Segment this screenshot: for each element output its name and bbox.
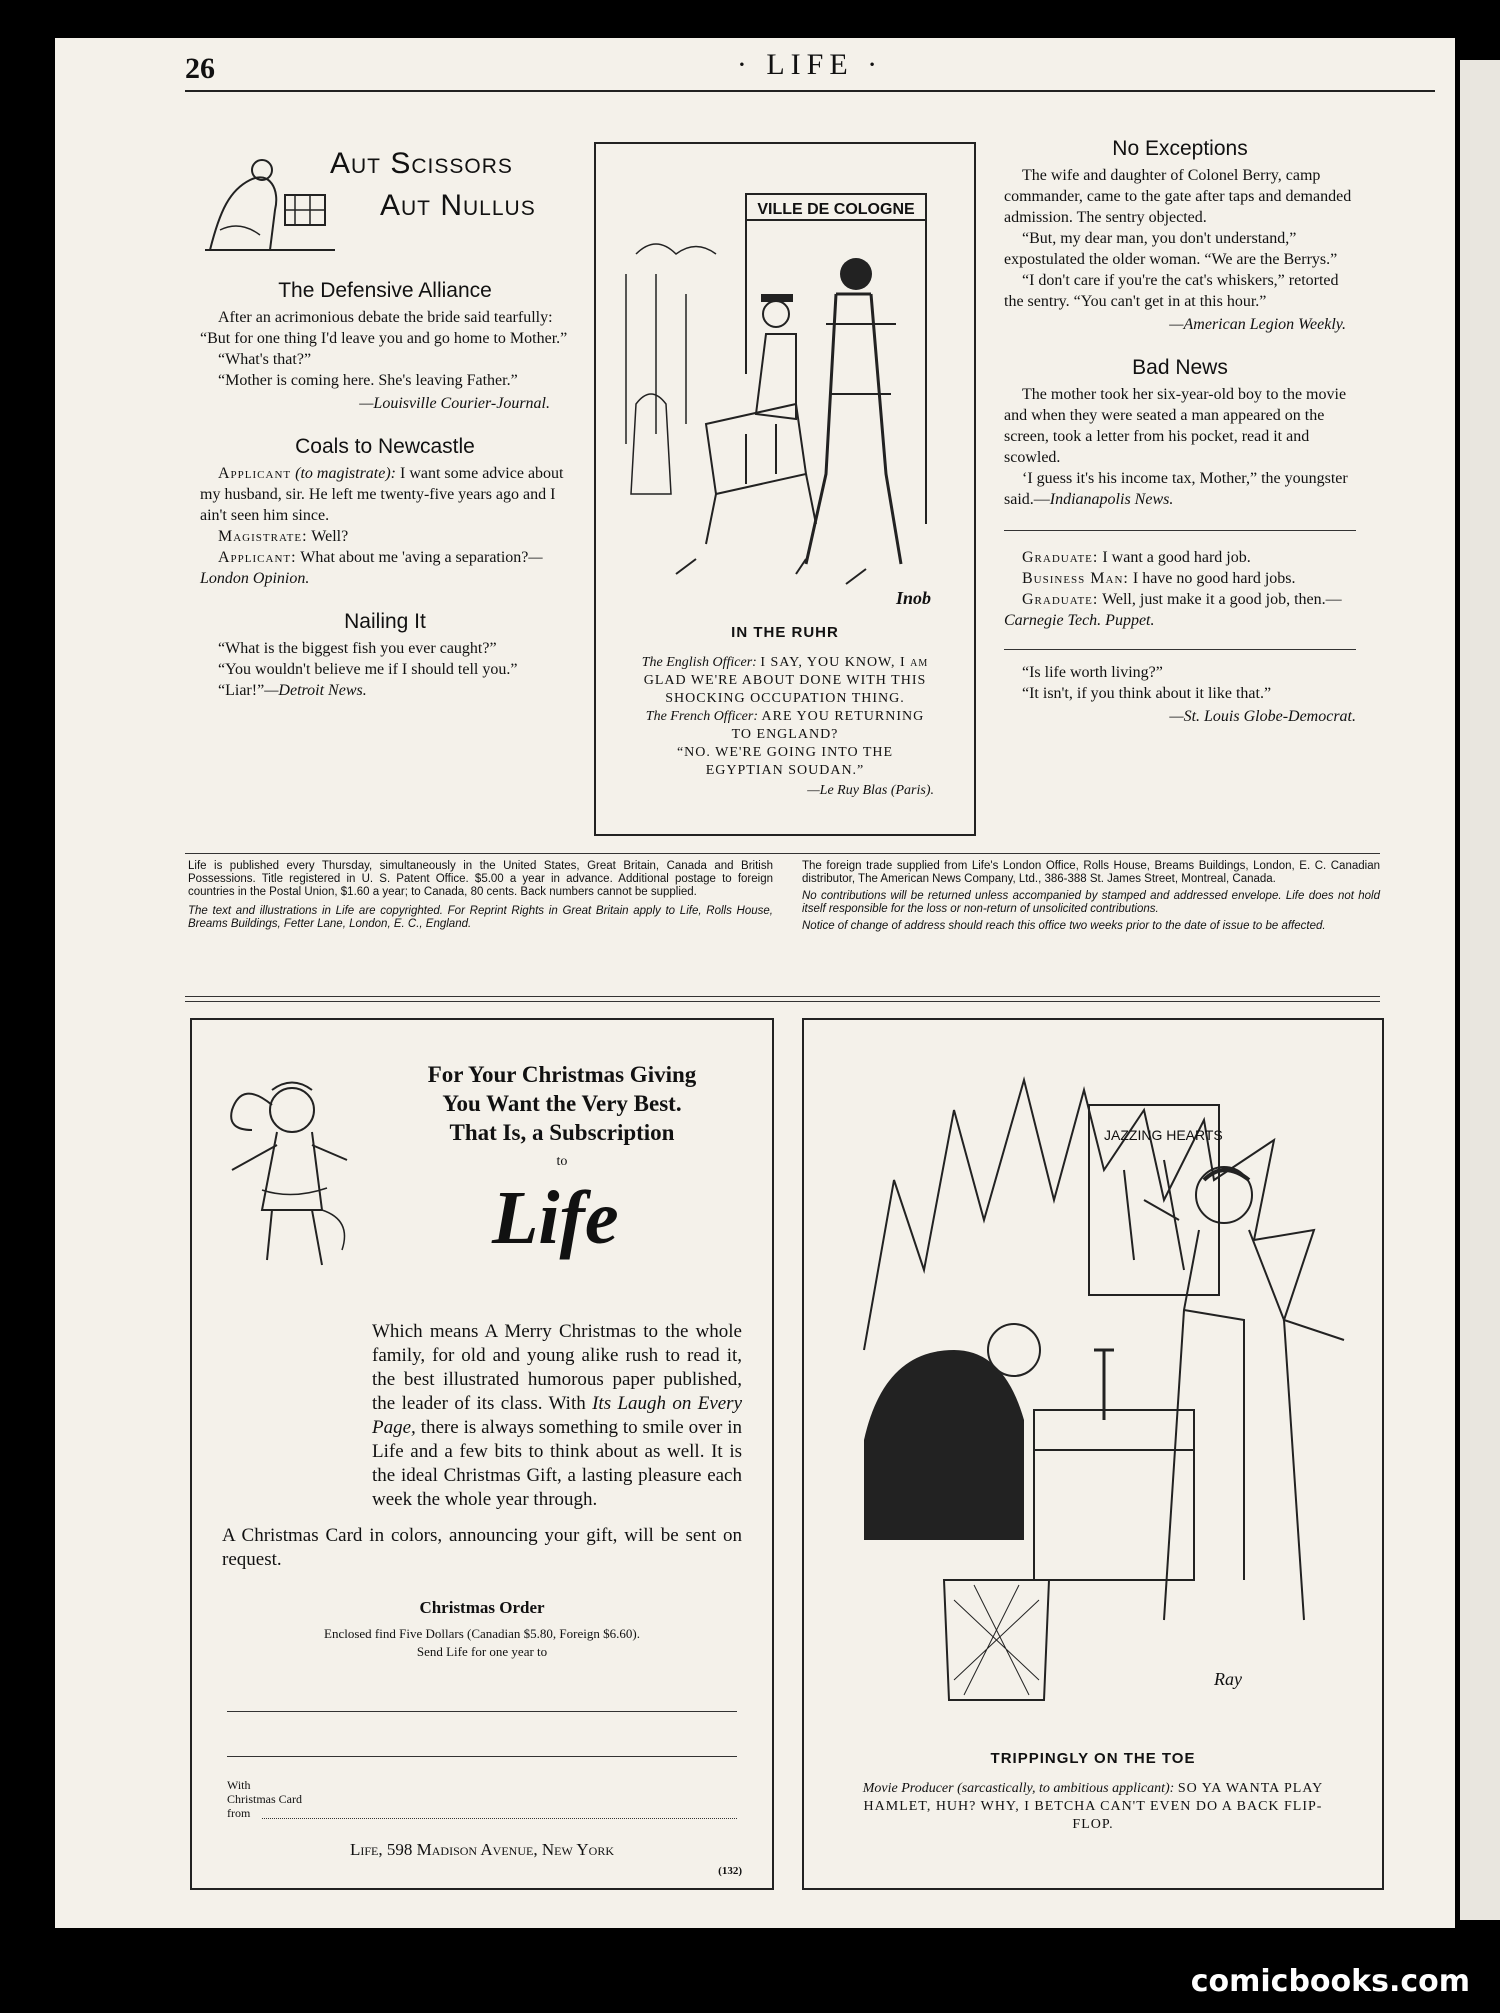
- ad-heading-2: You Want the Very Best.: [442, 1091, 682, 1116]
- graduate-line2: Graduate: Well, just make it a good job, then.—Carnegie Tech. Puppet.: [1004, 591, 1342, 629]
- magazine-title: · LIFE ·: [736, 48, 884, 81]
- cherub-icon: [212, 1060, 362, 1290]
- badnews-title: Bad News: [1132, 356, 1228, 379]
- ruhr-line3: “NO. WE'RE GOING INTO THE EGYPTIAN SOUDAN.”: [676, 745, 894, 778]
- masthead-right-2: No contributions will be returned unless accompanied by stamped and addressed envelope. Life does not hold itself responsible for the loss or non-return of unsolicited contributions.: [802, 890, 1380, 915]
- order-blank-line-1[interactable]: [227, 1710, 737, 1712]
- ad-code: (132): [718, 1865, 742, 1877]
- business-line: Business Man: I have no good hard jobs.: [1022, 570, 1296, 587]
- badnews-p2: ‘I guess it's his income tax, Mother,” the youngster said.—Indianapolis News.: [1004, 470, 1348, 508]
- trippingly-cartoon-frame: [802, 1018, 1384, 1890]
- ad-order-line1: Enclosed find Five Dollars (Canadian $5.80, Foreign $6.60).: [324, 1626, 640, 1641]
- column-logo: [200, 145, 570, 270]
- masthead-right: [802, 860, 1380, 933]
- ad-heading-1: For Your Christmas Giving: [427, 1062, 697, 1087]
- masthead-left-1: Life is published every Thursday, simultaneously in the United States, Great Britain, Canada and British Possessions. Title registered in U. S. Patent Office. $5.00 a year in advance. Additional postage to foreign countries in the Postal Union, $1.60 a year; to Canada, 80 cents. Back numbers cannot be supplied.: [188, 860, 773, 898]
- ruhr-caption: [636, 654, 934, 800]
- badnews-p1: The mother took her six-year-old boy to the movie and when they were seated a man appeared on the screen, took a letter from his pocket, read it and scowled.: [1004, 386, 1347, 466]
- right-divider-2: [1004, 649, 1356, 650]
- ad-body-1: Which means A Merry Christmas to the whole family, for old and young alike rush to read it, the best illustrated humorous paper published, the leader of its class. With Its Laugh on Every Page, there is always something to smile over in Life and a few bits to think about as well. It is the ideal Christmas Gift, a lasting pleasure each week the whole year through.: [372, 1321, 743, 1510]
- coals-magistrate: Magistrate: Well?: [218, 528, 349, 545]
- trippingly-caption: Movie Producer (sarcastically, to ambitious applicant): SO YA WANTA PLAY HAMLET, HUH? WHY, I BETCHA CAN'T EVEN DO A BACK FLIP-FLOP.: [862, 1781, 1324, 1832]
- ruhr-cartoon-frame: [594, 142, 976, 836]
- masthead-left: [188, 860, 773, 931]
- ad-headline: [392, 1060, 732, 1176]
- cartoon2-signature: Ray: [1214, 1669, 1242, 1689]
- ruhr-line1: The English Officer: I SAY, YOU KNOW, I am GLAD WE'RE ABOUT DONE WITH THIS SHOCKING OCCUPATION THING.: [641, 655, 929, 706]
- ad-brand: Life: [492, 1176, 619, 1260]
- coals-applicant2: Applicant: What about me 'aving a separation?—London Opinion.: [200, 549, 543, 587]
- facing-page-edge: [1460, 60, 1500, 1920]
- masthead-left-2: The text and illustrations in Life are copyrighted. For Reprint Rights in Great Britain apply to Life, Rolls House, Breams Buildings, Fetter Lane, London, E. C., England.: [188, 905, 773, 930]
- ruhr-line2: The French Officer: ARE YOU RETURNING TO ENGLAND?: [645, 709, 925, 742]
- ad-order-line2: Send Life for one year to: [416, 1644, 548, 1659]
- reading-figure-icon: [200, 150, 340, 260]
- right-divider: [1004, 530, 1356, 531]
- page-number: 26: [185, 52, 215, 85]
- life-worth-p2: “It isn't, if you think about it like that.”: [1022, 685, 1272, 702]
- masthead-bottom-rule: [185, 996, 1380, 997]
- ad-address: Life, 598 Madison Avenue, New York: [350, 1840, 614, 1859]
- masthead-right-3: Notice of change of address should reach this office two weeks prior to the date of issue to be affected.: [802, 920, 1326, 932]
- cartoon-sign: VILLE DE COLOGNE: [757, 201, 915, 218]
- ad-body-2: A Christmas Card in colors, announcing your gift, will be sent on request.: [222, 1525, 742, 1570]
- nailing-p1: “What is the biggest fish you ever caught?”: [218, 640, 497, 657]
- logo-line1: Aut Scissors: [330, 147, 513, 180]
- ruhr-cartoon-illustration: [596, 144, 974, 614]
- page-header: [185, 40, 1435, 92]
- card-label: With Christmas Card from: [227, 1778, 302, 1820]
- trippingly-cartoon-illustration: [804, 1020, 1382, 1740]
- ad-body: [222, 1320, 742, 1572]
- ad-to: to: [556, 1154, 568, 1169]
- masthead-right-1: The foreign trade supplied from Life's London Office, Rolls House, Breams Buildings, London, E. C. Canadian distributor, The American News Company, Ltd., 386-388 St. James Street, Montreal, Canada.: [802, 860, 1380, 885]
- exceptions-p3: “I don't care if you're the cat's whiskers,” retorted the sentry. “You can't get in at this hour.”: [1004, 272, 1339, 310]
- card-blank-line[interactable]: [262, 1817, 737, 1819]
- left-column: [200, 145, 570, 701]
- ruhr-caption-title: IN THE RUHR: [731, 624, 839, 641]
- ruhr-attribution: —Le Ruy Blas (Paris).: [807, 783, 934, 798]
- defensive-title: The Defensive Alliance: [278, 279, 492, 302]
- exceptions-title: No Exceptions: [1112, 137, 1248, 160]
- defensive-p2: “What's that?”: [218, 351, 312, 368]
- nailing-title: Nailing It: [344, 610, 426, 633]
- exceptions-attribution: —American Legion Weekly.: [1169, 316, 1346, 333]
- nailing-p3: “Liar!”—Detroit News.: [218, 682, 367, 699]
- life-worth-attribution: —St. Louis Globe-Democrat.: [1169, 708, 1356, 725]
- masthead-bottom-rule-2: [185, 1001, 1380, 1002]
- exceptions-p2: “But, my dear man, you don't understand,” expostulated the older woman. “We are the Berrys.”: [1004, 230, 1338, 268]
- nailing-p2: “You wouldn't believe me if I should tell you.”: [218, 661, 518, 678]
- source-watermark: comicbooks.com: [1190, 1964, 1470, 1999]
- cartoon-poster: JAZZING HEARTS: [1104, 1127, 1223, 1143]
- defensive-p1: After an acrimonious debate the bride said tearfully: “But for one thing I'd leave you and go home to Mother.”: [200, 309, 568, 347]
- coals-title: Coals to Newcastle: [295, 435, 475, 458]
- defensive-p3: “Mother is coming here. She's leaving Father.”: [218, 372, 518, 389]
- life-worth-p1: “Is life worth living?”: [1022, 664, 1163, 681]
- right-column: [1004, 138, 1356, 727]
- graduate-line1: Graduate: I want a good hard job.: [1022, 549, 1251, 566]
- subscription-ad: [190, 1018, 774, 1890]
- logo-line2: Aut Nullus: [380, 189, 536, 222]
- defensive-attribution: —Louisville Courier-Journal.: [359, 395, 550, 412]
- masthead-top-rule: [185, 853, 1380, 854]
- exceptions-p1: The wife and daughter of Colonel Berry, camp commander, came to the gate after taps and demanded admission. The sentry objected.: [1004, 167, 1352, 226]
- ad-order-title: Christmas Order: [419, 1598, 545, 1617]
- coals-applicant1: Applicant (to magistrate): I want some advice about my husband, sir. He left me twenty-five years ago and I ain't seen him since.: [200, 465, 564, 524]
- cartoon1-signature: Inob: [896, 588, 932, 608]
- order-blank-line-2[interactable]: [227, 1755, 737, 1757]
- trippingly-title: TRIPPINGLY ON THE TOE: [990, 1750, 1196, 1767]
- ad-heading-3: That Is, a Subscription: [449, 1120, 675, 1145]
